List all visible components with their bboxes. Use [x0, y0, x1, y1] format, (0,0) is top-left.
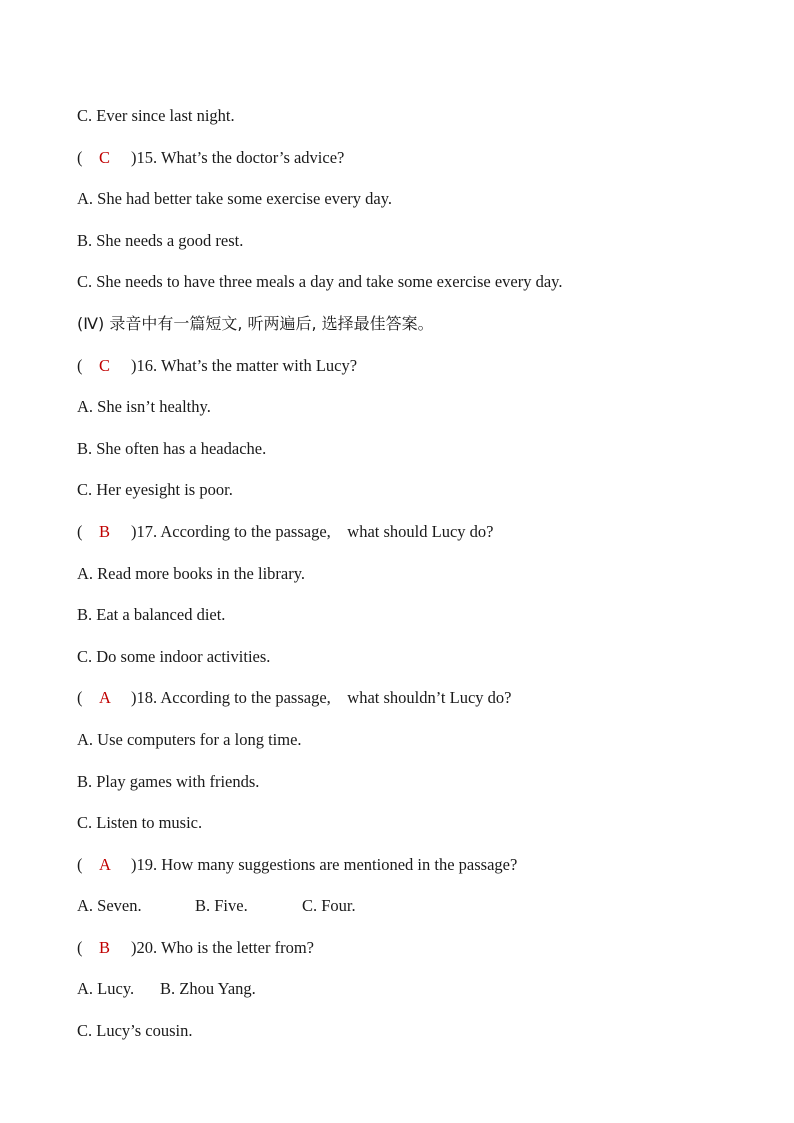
answer-option: B. Eat a balanced diet. [77, 605, 226, 625]
answer-option: B. She needs a good rest. [77, 230, 244, 250]
q19-option-a: A. Seven. [77, 896, 142, 916]
paren-open: ( [77, 937, 83, 957]
paren-open: ( [77, 854, 83, 874]
question-text: )19. How many suggestions are mentioned in the passage? [131, 854, 518, 874]
question-row [77, 520, 757, 562]
question-text: )18. According to the passage, what shouldn’t Lucy do? [131, 688, 512, 708]
paren-open: ( [77, 355, 83, 375]
worksheet-page [77, 104, 757, 1061]
paren-open: ( [77, 521, 83, 541]
answer-option: A. Use computers for a long time. [77, 729, 302, 749]
question-text: )16. What’s the matter with Lucy? [131, 355, 358, 375]
answer-option: C. Listen to music. [77, 813, 203, 833]
answer-mark: A [99, 688, 111, 708]
answer-option: C. Do some indoor activities. [77, 646, 271, 666]
answer-mark: C [99, 147, 111, 167]
question-row [77, 146, 757, 188]
question-row [77, 853, 757, 895]
answer-mark: C [99, 355, 111, 375]
q19-options-row [77, 894, 757, 936]
q20-option-a: A. Lucy. [77, 979, 135, 999]
answer-mark: A [99, 854, 111, 874]
question-row [77, 354, 757, 396]
answer-option: C. She needs to have three meals a day and take some exercise every day. [77, 272, 563, 292]
paren-open: ( [77, 147, 83, 167]
q20-option-b: B. Zhou Yang. [160, 979, 256, 999]
question-text: )17. According to the passage, what should Lucy do? [131, 521, 494, 541]
question-row [77, 686, 757, 728]
answer-option: A. Read more books in the library. [77, 563, 306, 583]
q19-option-b: B. Five. [195, 896, 248, 916]
question-20 [77, 936, 757, 978]
answer-option: C. Her eyesight is poor. [77, 480, 233, 500]
q20-options-row [77, 977, 757, 1019]
q19-option-c: C. Four. [302, 896, 356, 916]
question-text: )15. What’s the doctor’s advice? [131, 147, 345, 167]
answer-option: A. She isn’t healthy. [77, 397, 211, 417]
answer-mark: B [99, 521, 111, 541]
answer-option: C. Ever since last night. [77, 106, 235, 125]
paren-open: ( [77, 688, 83, 708]
answer-option: A. She had better take some exercise every day. [77, 189, 393, 209]
q20-option-c: C. Lucy’s cousin. [77, 1021, 193, 1041]
question-text: )20. Who is the letter from? [131, 937, 314, 957]
section-heading: (Ⅳ) 录音中有一篇短文, 听两遍后, 选择最佳答案。 [77, 313, 434, 333]
answer-option: B. Play games with friends. [77, 771, 260, 791]
answer-option: B. She often has a headache. [77, 438, 267, 458]
question-list [77, 104, 757, 894]
answer-mark: B [99, 937, 111, 957]
